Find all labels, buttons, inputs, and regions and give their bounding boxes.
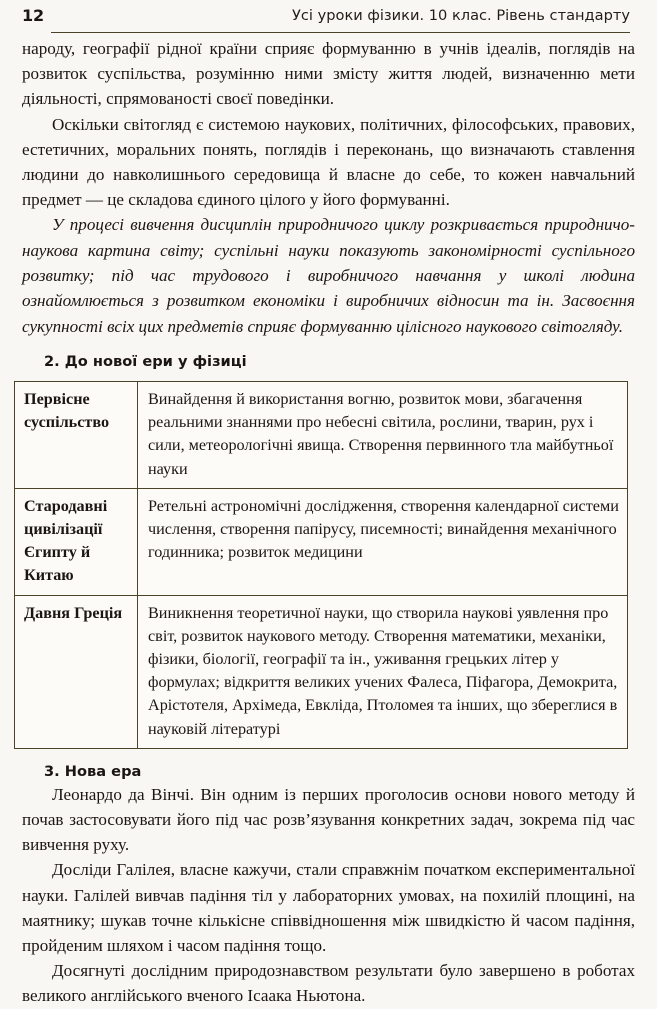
paragraph-continued: народу, географії рідної країни сприяє формуванню в учнів ідеалів, поглядів на розвиток суспільства, розумінню ними змісту життя людей, визначенню мети діяльності, спрямованості своєї поведінки. [22,39,635,109]
paragraph-italic-natural-cycle: У процесі вивчення дисциплін природничого циклу розкривається природничо-наукова картина світу; суспільні науки показують закономірності суспільного розвитку; під час трудового і виробничого навчання у школі людина ознайомлюється з розвитком економіки і виробничих відносин та ін. Засвоєння сукупності всіх цих предметів сприяє формуванню цілісного наукового світогляду. [22,215,635,336]
spacer [22,372,635,381]
table-cell-epoch: Стародавні цивілізації Єгипту й Китаю [15,488,138,595]
eras-table-wrap [14,381,627,749]
eras-table [14,381,628,749]
paragraph-da-vinci: Леонардо да Вінчі. Він одним із перших проголосив основи нового методу й почав застосовувати його під час розв’язування конкретних задач, зокрема під час вивчення руху. [22,784,635,855]
page-number: 12 [22,6,45,25]
table-cell-description: Ретельні астрономічні дослідження, створення календарної системи числення, створення папірусу, писемності; винайдення механічного годинника; розвиток медицини [138,488,628,595]
section-heading-2: 2. До нової ери у фізиці [44,352,247,370]
table-cell-epoch: Давня Греція [15,595,138,748]
page-body [22,36,635,1009]
table-row [15,381,628,488]
spacer [22,749,635,762]
table-row [15,595,628,748]
table-cell-description: Винайдення й використання вогню, розвиток мови, збагачення реальними знаннями про небесні світила, рослини, тварин, рух і сили, метеорологічні явища. Створення первинного тла майбутньої науки [138,381,628,488]
table-cell-description: Виникнення теоретичної науки, що створила наукові уявлення про світ, розвиток наукового методу. Створення математики, механіки, фізики, біології, географії та ін., уживання грецьких літер у формулах; відкриття великих учених Фалеса, Піфагора, Демокрита, Арістотеля, Архімеда, Евкліда, Птоломея та інших, що збереглися в науковій літературі [138,595,628,748]
paragraph-newton: Досягнуті дослідним природознавством результати було завершено в роботах великого англійського вченого Ісаака Ньютона. [22,961,635,1006]
paragraph-worldview: Оскільки світогляд є системою наукових, політичних, філософських, правових, естетичних, моральних понять, поглядів і переконань, що визначають ставлення людини до навколишнього середовища й власне до себе, то кожен навчальний предмет — це складова єдиного цілого у його формуванні. [22,114,635,210]
running-head [0,6,657,34]
spacer [22,339,635,352]
section-heading-3: 3. Нова ера [44,762,142,780]
paragraph-galileo: Досліди Галілея, власне кажучи, стали справжнім початком експериментальної науки. Галілей вивчав падіння тіл у лабораторних умовах, на похилій площині, на маятнику; шукав точне кількісне співвідношення між швидкістю й часом падіння, пройденим шляхом і часом падіння тощо. [22,860,635,955]
table-cell-epoch: Первісне суспільство [15,381,138,488]
table-row [15,488,628,595]
header-rule [51,32,630,33]
running-head-title: Усі уроки фізики. 10 клас. Рівень стандарту [292,7,630,24]
